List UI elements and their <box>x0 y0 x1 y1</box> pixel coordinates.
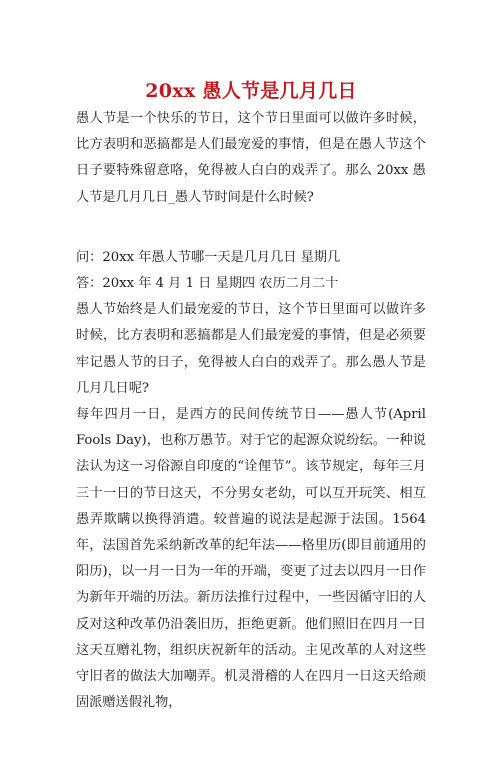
blank-line <box>76 211 426 245</box>
body-paragraph-2: 愚人节始终是人们最宠爱的节日，这个节日里面可以做许多时候，比方表明和恶搞都是人们最宠爱的事情，但是必须要牢记愚人节的日子，免得被人白白的戏弄了。那么愚人节是几月几日呢? <box>76 302 426 396</box>
answer-line: 答：20xx 年 4 月 1 日 星期四 农历二月二十 <box>76 276 339 292</box>
intro-paragraph: 愚人节是一个快乐的节日，这个节日里面可以做许多时候，比方表明和恶搞都是人们最宠爱的事情，但是在愚人节这个日子要特殊留意咯，免得被人白白的戏弄了。那么 20xx 愚人节是几月几日_愚人节时间是什么时候? <box>76 111 426 205</box>
document-page <box>0 76 500 783</box>
body-paragraph-3: 每年四月一日，是西方的民间传统节日——愚人节(April Fools Day)，也称万愚节。对于它的起源众说纷纭。一种说法认为这一习俗源自印度的“诠俚节”。该节规定，每年三月三十一日的节日这天，不分男女老幼，可以互开玩笑、相互愚弄欺瞒以换得消遣。较普遍的说法是起源于法国。1564 年，法国首先采纳新改革的纪年法——格里历(即目前通用的阳历)，以一月一日为一年的开端，变更了过去以四月一日作为新年开端的历法。新历法推行过程中，一些因循守旧的人反对这种改革仍沿袭旧历，拒绝更新。他们照旧在四月一日这天互赠礼物，组织庆祝新年的活动。主见改革的人对这些守旧者的做法大加嘲弄。机灵滑稽的人在四月一日这天给顽固派赠送假礼物， <box>76 407 426 711</box>
question-line: 问：20xx 年愚人节哪一天是几月几日 星期几 <box>76 249 341 265</box>
document-title: 20xx 愚人节是几月几日 <box>145 80 357 102</box>
